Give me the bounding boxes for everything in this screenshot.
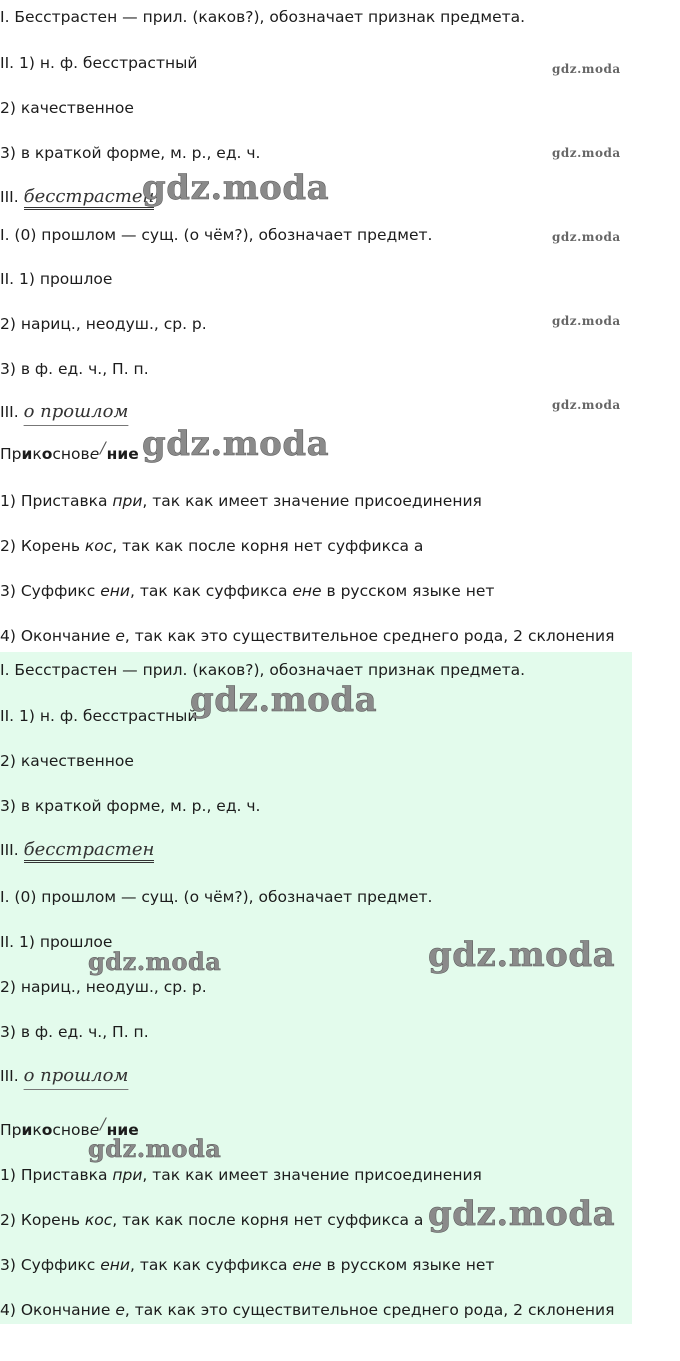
text-segment: е [115, 1301, 125, 1319]
text-segment: ние [106, 445, 139, 463]
watermark: gdz.moda [88, 1134, 222, 1163]
watermark: gdz.moda [142, 424, 330, 464]
text-segment: , так как после корня нет суффикса а [112, 1211, 424, 1229]
text-segment: Пр [0, 445, 22, 463]
watermark: gdz.moda [552, 230, 621, 244]
morpheme-line-suffix [0, 579, 494, 603]
answer-block-2 [0, 652, 632, 1324]
section-number: III. [0, 1067, 19, 1085]
morpheme-line-prefix [0, 1163, 482, 1187]
text-line: 3) в краткой форме, м. р., ед. ч. [0, 797, 261, 815]
watermark: gdz.moda [142, 168, 330, 208]
text-segment: е [89, 445, 100, 463]
analysis-line-proshlom [0, 1064, 128, 1088]
stress-mark: / [100, 1114, 106, 1133]
text-segment: , так как после корня нет суффикса а [112, 537, 424, 555]
watermark: gdz.moda [190, 680, 378, 720]
text-segment: снов [52, 1121, 90, 1139]
morpheme-line-ending [0, 1298, 614, 1322]
text-line: 2) нариц., неодуш., ср. р. [0, 315, 207, 333]
watermark: gdz.moda [552, 314, 621, 328]
text-line: II. 1) прошлое [0, 270, 113, 288]
morpheme-line-root [0, 534, 423, 558]
analysis-line-proshlom [0, 400, 128, 424]
text-line: 2) нариц., неодуш., ср. р. [0, 978, 207, 996]
text-line: 3) в ф. ед. ч., П. п. [0, 1023, 149, 1041]
watermark: gdz.moda [428, 935, 616, 975]
text-segment: 2) Корень [0, 1211, 85, 1229]
text-segment: ние [106, 1121, 139, 1139]
text-segment: к [32, 1121, 42, 1139]
handwritten-word: о прошлом [23, 1065, 129, 1086]
section-number: III. [0, 188, 19, 206]
text-segment: 4) Окончание [0, 627, 116, 645]
text-segment: 1) Приставка [0, 1166, 113, 1184]
text-segment: и [21, 445, 33, 463]
morpheme-line-suffix [0, 1253, 494, 1277]
morpheme-line-ending [0, 624, 614, 648]
text-line: I. Бесстрастен — прил. (каков?), обозначает признак предмета. [0, 661, 526, 679]
handwritten-word: бесстрастен [24, 186, 155, 210]
text-segment: в русском языке нет [321, 1256, 495, 1274]
text-segment: и [21, 1121, 33, 1139]
text-line: II. 1) прошлое [0, 933, 113, 951]
watermark: gdz.moda [552, 398, 621, 412]
watermark: gdz.moda [552, 62, 621, 76]
morpheme-line-root [0, 1208, 423, 1232]
text-segment: ене [292, 582, 322, 600]
section-number: III. [0, 841, 19, 859]
text-segment: снов [52, 445, 90, 463]
watermark: gdz.moda [428, 1194, 616, 1234]
text-segment: о [41, 445, 53, 463]
text-segment: 3) Суффикс [0, 1256, 101, 1274]
text-segment: , так как имеет значение присоединения [142, 492, 482, 510]
text-segment: , так как суффикса [129, 1256, 293, 1274]
text-segment: в русском языке нет [321, 582, 495, 600]
text-line: 2) качественное [0, 752, 134, 770]
text-segment: , так как суффикса [129, 582, 293, 600]
text-line: II. 1) н. ф. бесстрастный [0, 54, 198, 72]
answer-block-1 [0, 0, 632, 652]
text-segment: , так как это существительное среднего рода, 2 склонения [124, 1301, 615, 1319]
text-segment: 1) Приставка [0, 492, 113, 510]
section-number: III. [0, 403, 19, 421]
text-segment: ени [100, 1256, 130, 1274]
text-line: I. (0) прошлом — сущ. (о чём?), обозначает предмет. [0, 888, 433, 906]
morpheme-line-prefix [0, 489, 482, 513]
text-segment: к [32, 445, 42, 463]
text-line: I. Бесстрастен — прил. (каков?), обозначает признак предмета. [0, 8, 526, 26]
morpheme-word [0, 438, 139, 466]
text-line: II. 1) н. ф. бесстрастный [0, 707, 198, 725]
text-segment: 4) Окончание [0, 1301, 116, 1319]
text-segment: , так как это существительное среднего рода, 2 склонения [124, 627, 615, 645]
text-segment: ене [292, 1256, 322, 1274]
analysis-line-bespassten [0, 838, 154, 862]
text-segment: е [115, 627, 125, 645]
handwritten-word: бесстрастен [24, 839, 155, 863]
text-line: 2) качественное [0, 99, 134, 117]
handwritten-word: о прошлом [23, 401, 129, 422]
text-segment: при [112, 492, 143, 510]
text-segment: ени [100, 582, 130, 600]
text-segment: , так как имеет значение присоединения [142, 1166, 482, 1184]
text-line: I. (0) прошлом — сущ. (о чём?), обозначает предмет. [0, 226, 433, 244]
watermark: gdz.moda [552, 146, 621, 160]
stress-mark: / [100, 438, 106, 457]
analysis-line-bespassten [0, 185, 154, 209]
text-line: 3) в ф. ед. ч., П. п. [0, 360, 149, 378]
text-segment: кос [84, 537, 113, 555]
text-segment: при [112, 1166, 143, 1184]
text-segment: е [89, 1121, 100, 1139]
text-segment: Пр [0, 1121, 22, 1139]
text-segment: о [41, 1121, 53, 1139]
text-line: 3) в краткой форме, м. р., ед. ч. [0, 144, 261, 162]
text-segment: 3) Суффикс [0, 582, 101, 600]
watermark: gdz.moda [88, 947, 222, 976]
text-segment: кос [84, 1211, 113, 1229]
text-segment: 2) Корень [0, 537, 85, 555]
